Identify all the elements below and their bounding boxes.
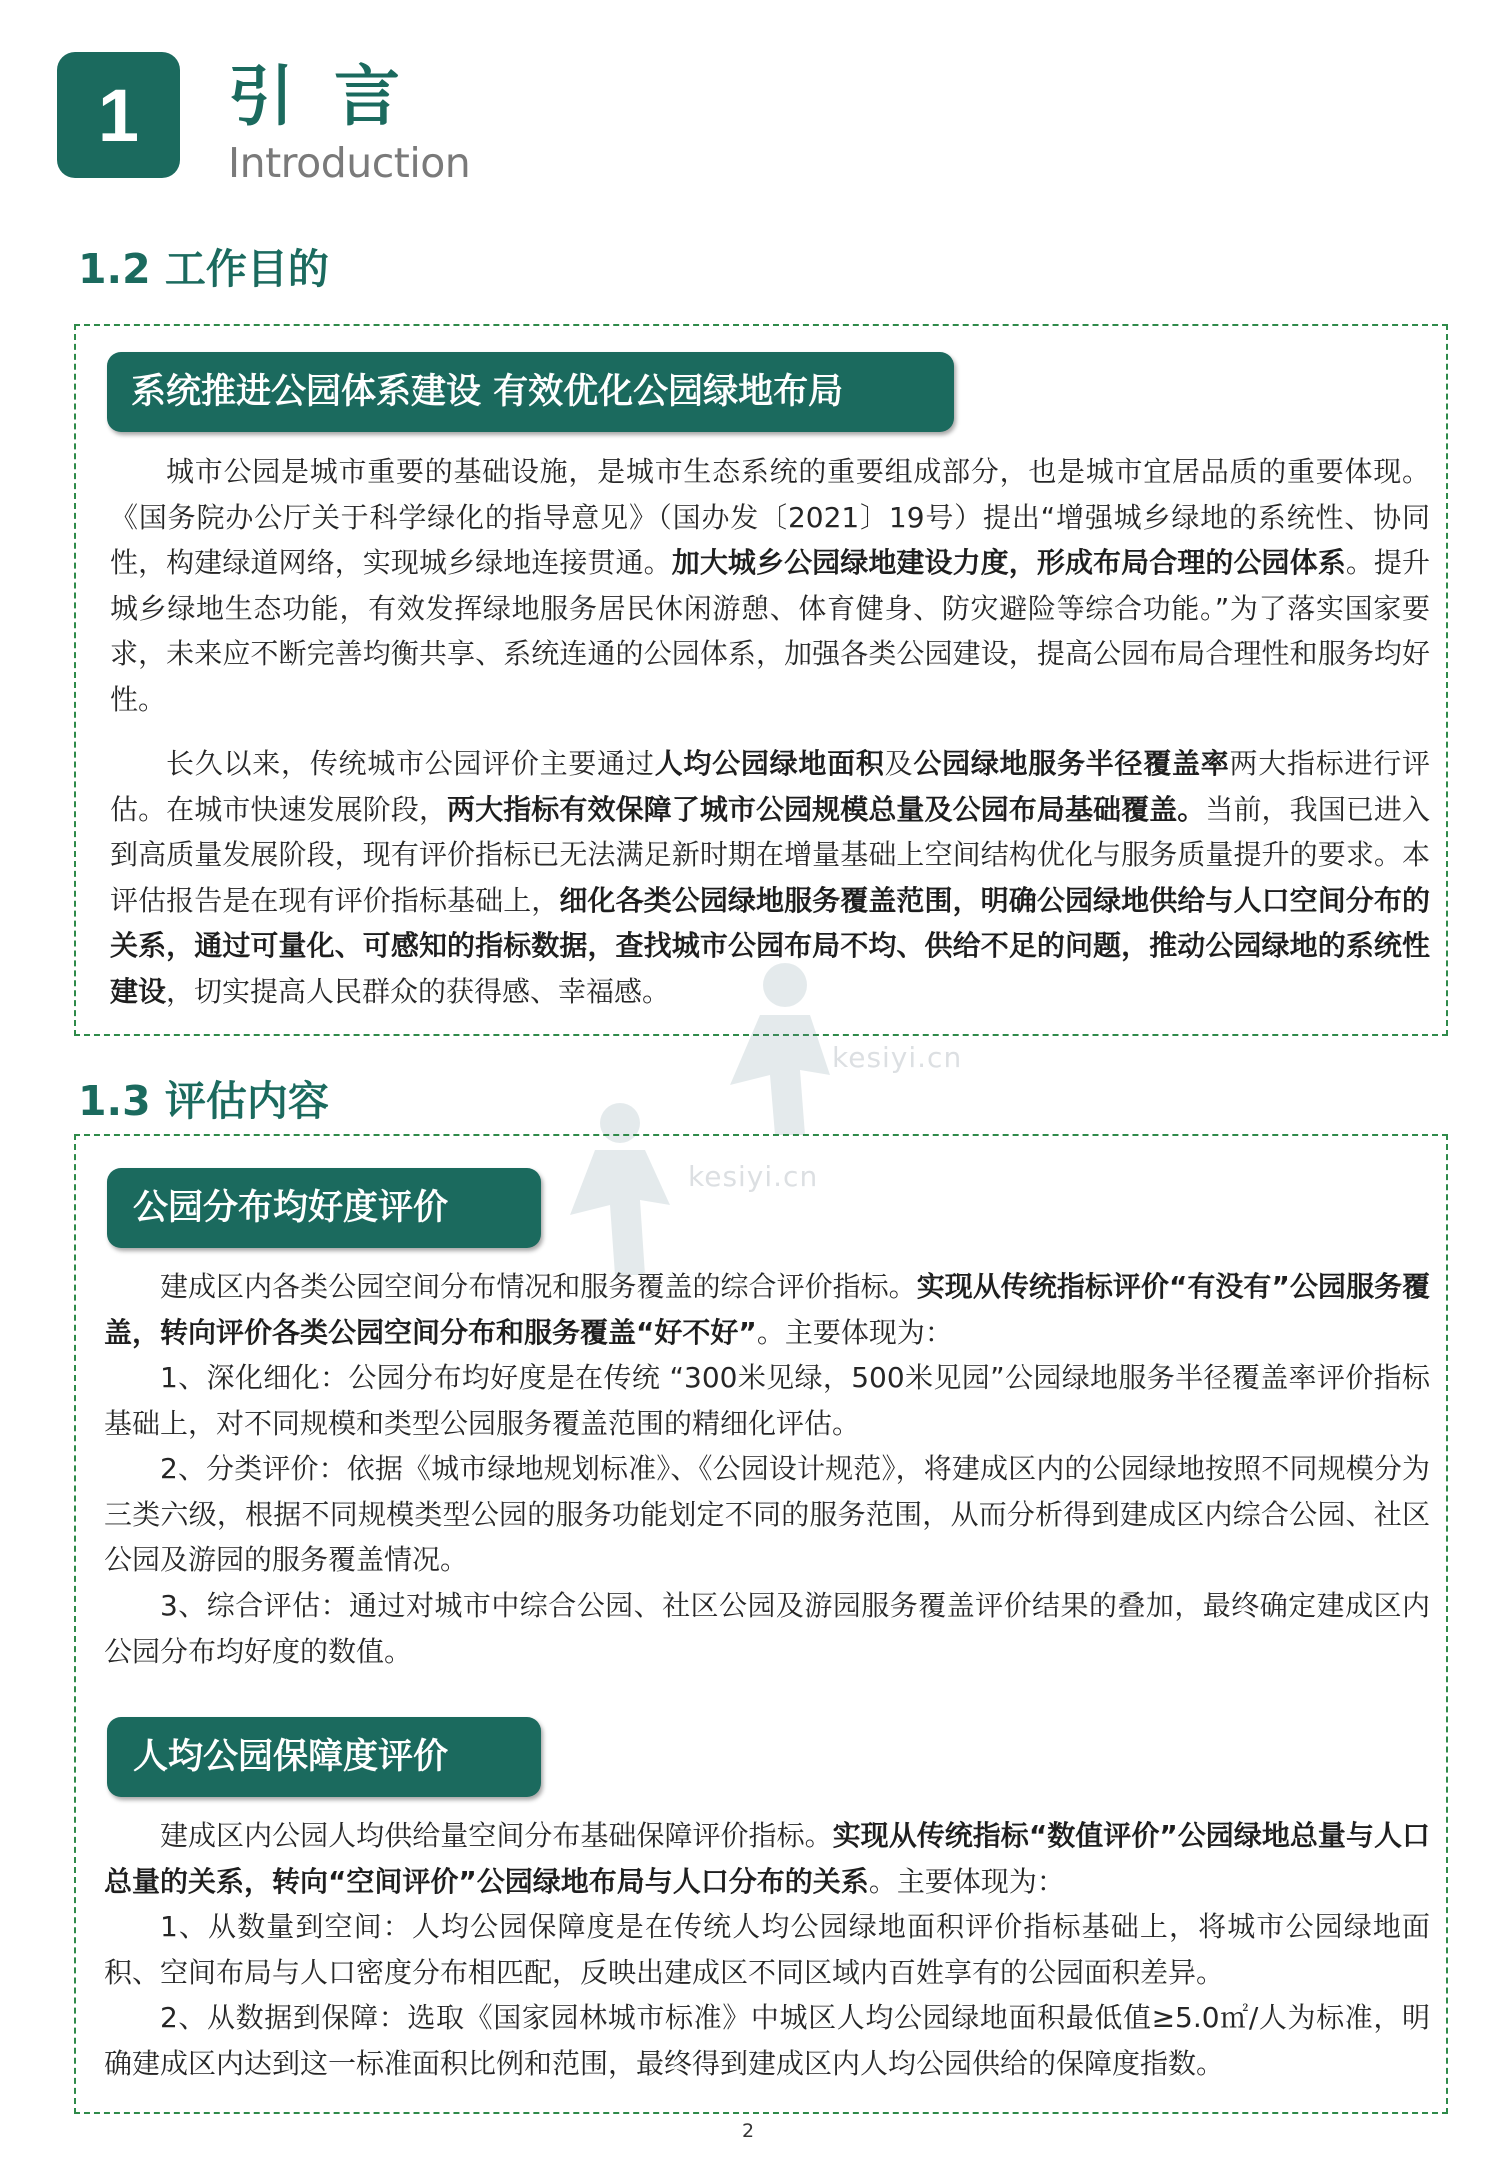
- per-capita-intro: 建成区内公园人均供给量空间分布基础保障评价指标。实现从传统指标“数值评价”公园绿地总量与人口总量的关系，转向“空间评价”公园绿地布局与人口分布的关系。主要体现为：: [104, 1819, 1430, 1898]
- page-number: 2: [742, 2120, 755, 2142]
- per-capita-item-1: 1、从数量到空间：人均公园保障度是在传统人均公园绿地面积评价指标基础上，将城市公园绿地面积、空间布局与人口密度分布相匹配，反映出建成区不同区域内百姓享有的公园面积差异。: [104, 1910, 1430, 1989]
- watermark-text-2: kesiyi.cn: [688, 1160, 819, 1193]
- chapter-subtitle: Introduction: [228, 139, 471, 187]
- park-distribution-item-1: 1、深化细化：公园分布均好度是在传统 “300米见绿，500米见园”公园绿地服务半径覆盖率评价指标基础上，对不同规模和类型公园服务覆盖范围的精细化评估。: [104, 1361, 1430, 1440]
- park-distribution-intro: 建成区内各类公园空间分布情况和服务覆盖的综合评价指标。实现从传统指标评价“有没有”公园服务覆盖，转向评价各类公园空间分布和服务覆盖“好不好”。主要体现为：: [104, 1270, 1430, 1349]
- section-1-3-tag-per-capita: 人均公园保障度评价: [107, 1717, 541, 1797]
- section-1-2-tag: 系统推进公园体系建设 有效优化公园绿地布局: [107, 352, 954, 432]
- section-heading-1-2: 1.2 工作目的: [78, 245, 329, 293]
- park-distribution-item-2: 2、分类评价：依据《城市绿地规划标准》、《公园设计规范》，将建成区内的公园绿地按照不同规模分为三类六级，根据不同规模类型公园的服务功能划定不同的服务范围，从而分析得到建成区内综合公园、社区公园及游园的服务覆盖情况。: [104, 1452, 1430, 1576]
- section-1-2-paragraph-1: 城市公园是城市重要的基础设施，是城市生态系统的重要组成部分，也是城市宜居品质的重要体现。《国务院办公厅关于科学绿化的指导意见》（国办发〔2021〕19号）提出“增强城乡绿地的系统性、协同性，构建绿道网络，实现城乡绿地连接贯通。加大城乡公园绿地建设力度，形成布局合理的公园体系。提升城乡绿地生态功能，有效发挥绿地服务居民休闲游憩、体育健身、防灾避险等综合功能。”为了落实国家要求，未来应不断完善均衡共享、系统连通的公园体系，加强各类公园建设，提高公园布局合理性和服务均好性。: [110, 455, 1430, 716]
- chapter-number-badge: 1: [57, 52, 180, 178]
- section-1-2-paragraph-2: 长久以来，传统城市公园评价主要通过人均公园绿地面积及公园绿地服务半径覆盖率两大指标进行评估。在城市快速发展阶段，两大指标有效保障了城市公园规模总量及公园布局基础覆盖。当前，我国已进入到高质量发展阶段，现有评价指标已无法满足新时期在增量基础上空间结构优化与服务质量提升的要求。本评估报告是在现有评价指标基础上，细化各类公园绿地服务覆盖范围，明确公园绿地供给与人口空间分布的关系，通过可量化、可感知的指标数据，查找城市公园布局不均、供给不足的问题，推动公园绿地的系统性建设，切实提高人民群众的获得感、幸福感。: [110, 747, 1430, 1008]
- section-heading-1-3: 1.3 评估内容: [78, 1077, 329, 1125]
- watermark-text: kesiyi.cn: [832, 1041, 963, 1074]
- section-1-3-tag-park-distribution: 公园分布均好度评价: [107, 1168, 541, 1248]
- chapter-title: 引言: [228, 58, 440, 135]
- per-capita-item-2: 2、从数据到保障：选取《国家园林城市标准》中城区人均公园绿地面积最低值≥5.0㎡/人为标准，明确建成区内达到这一标准面积比例和范围，最终得到建成区内人均公园供给的保障度指数。: [104, 2001, 1430, 2080]
- park-distribution-item-3: 3、综合评估：通过对城市中综合公园、社区公园及游园服务覆盖评价结果的叠加，最终确定建成区内公园分布均好度的数值。: [104, 1589, 1430, 1668]
